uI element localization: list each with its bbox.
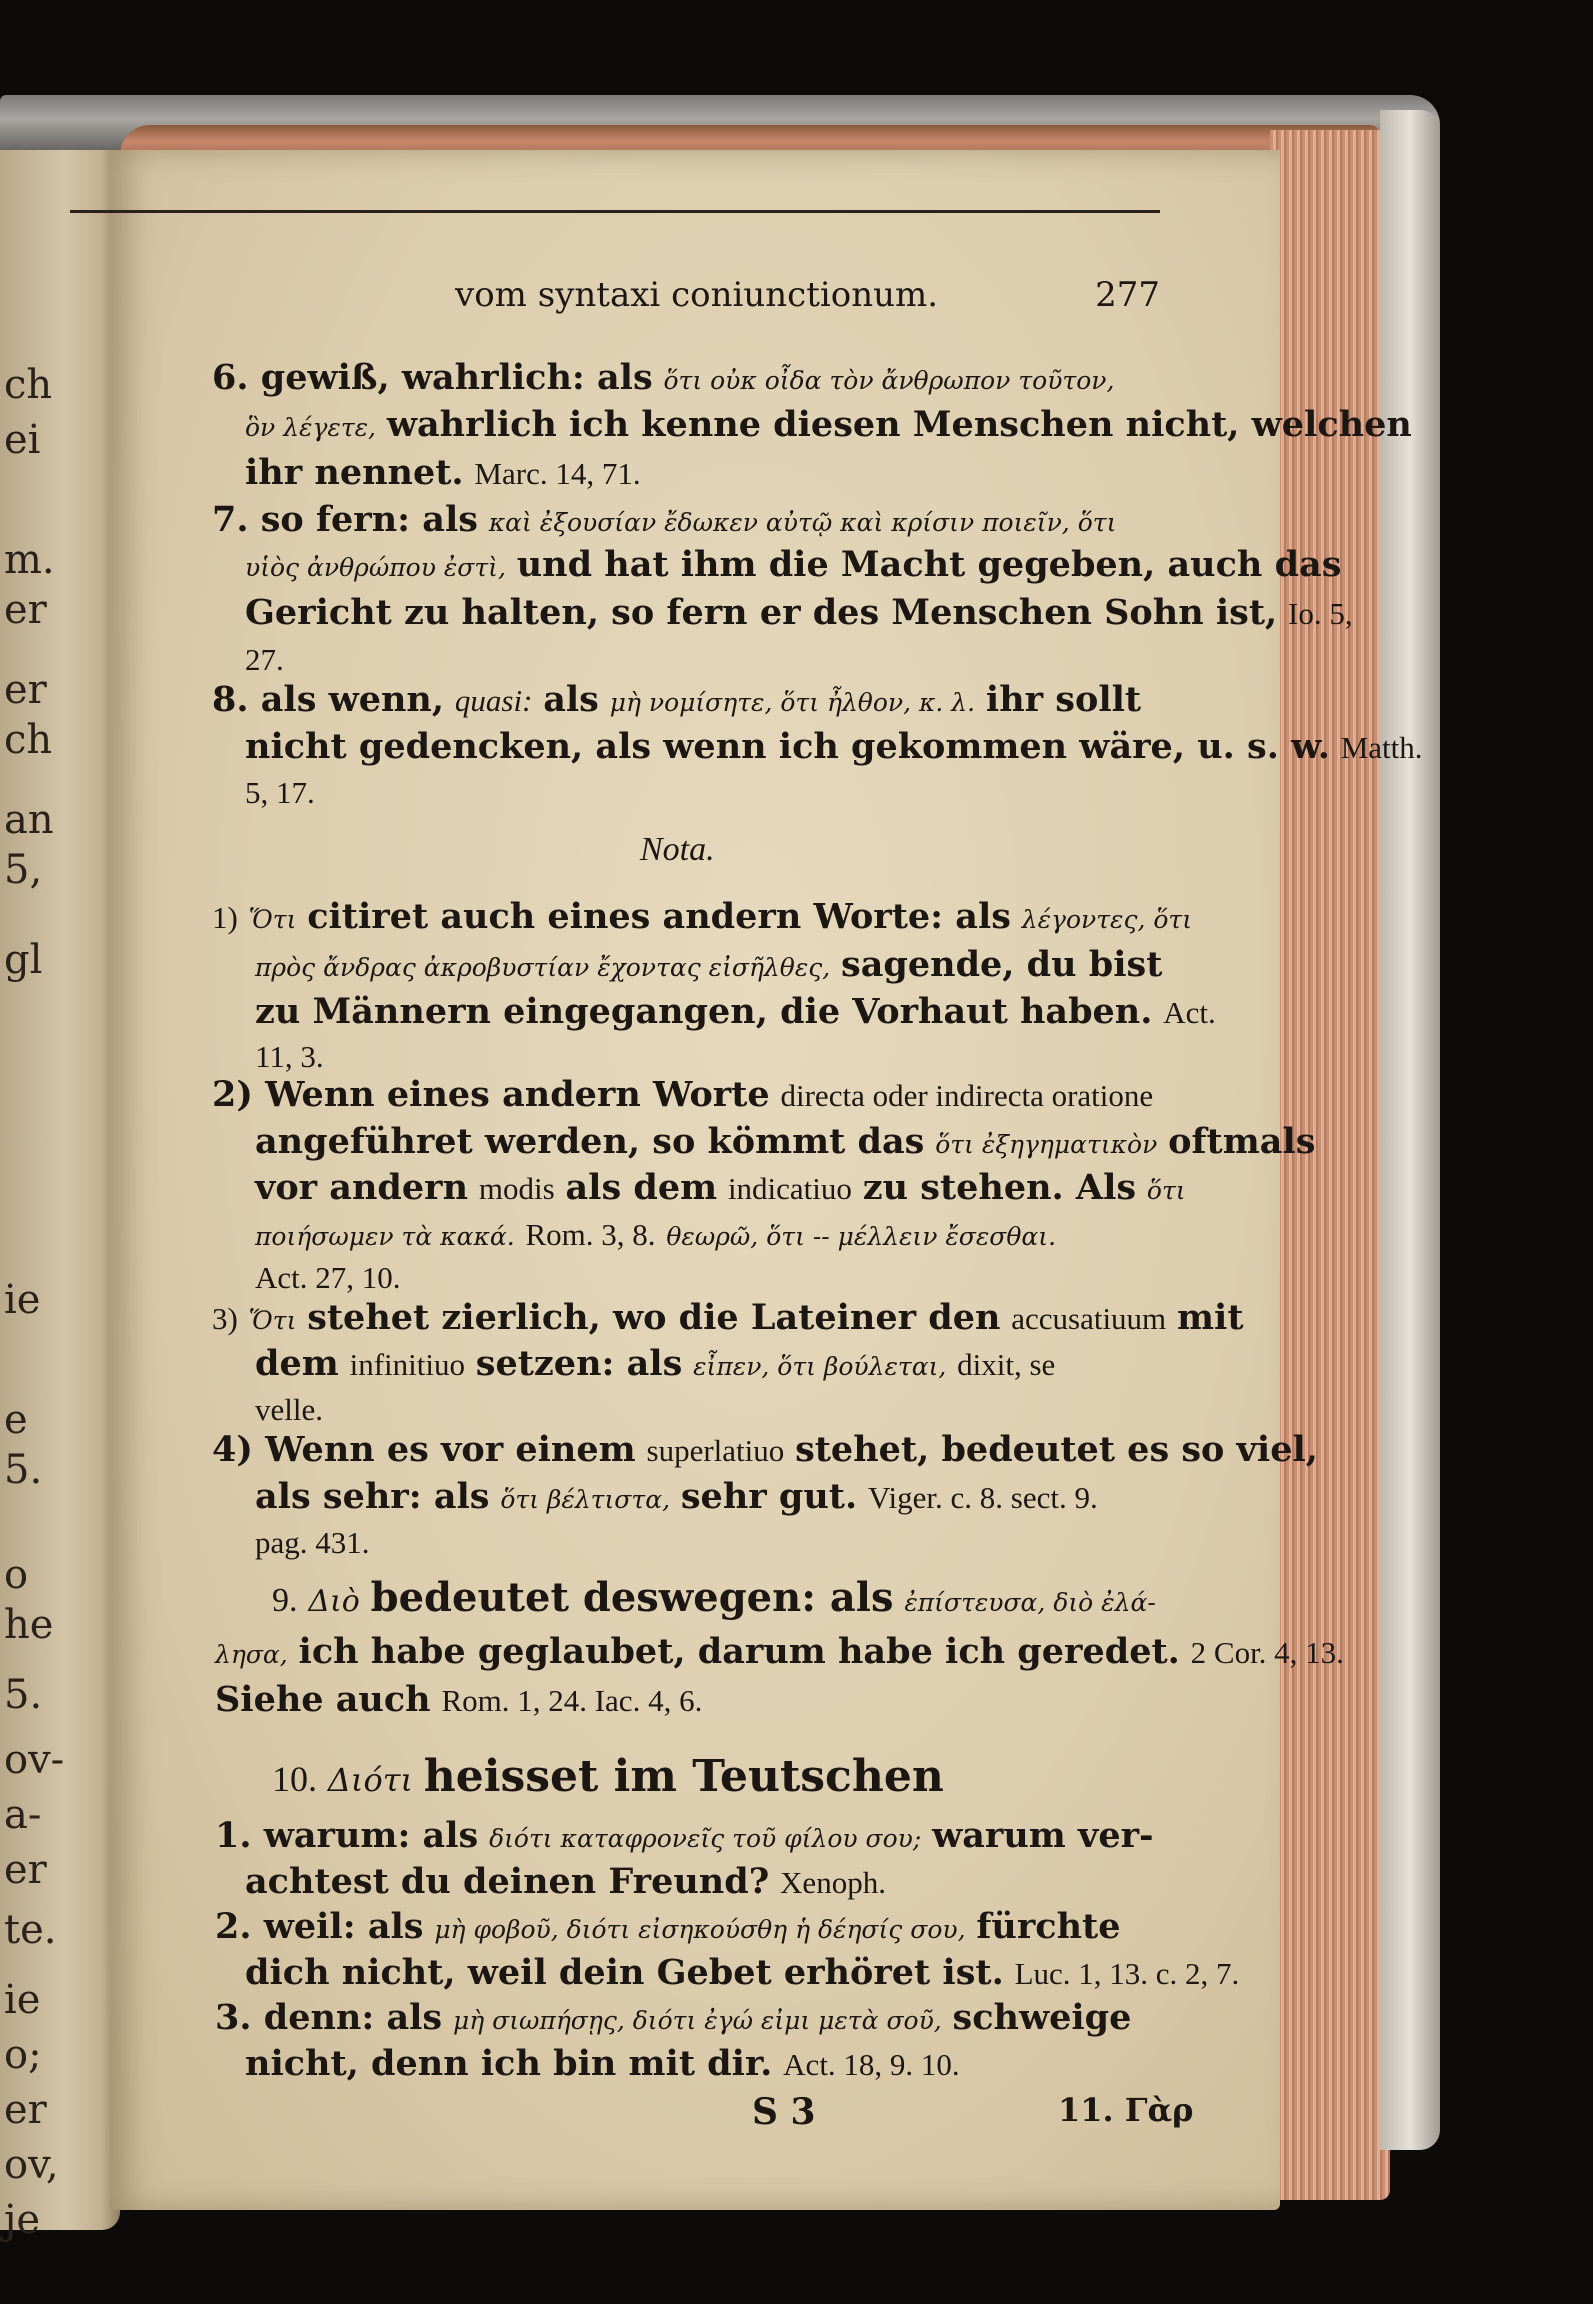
running-head: vom syntaxi coniunctionum. bbox=[455, 275, 939, 315]
note-3-line-1: 3) Ὅτι stehet zierlich, wo die Lateiner den accusatiuum mit bbox=[212, 1297, 1244, 1338]
left-margin-fragment: er bbox=[4, 587, 47, 633]
note-1-line-4: 11, 3. bbox=[255, 1039, 324, 1074]
signature-mark: S 3 bbox=[752, 2091, 816, 2133]
item-10-sense-1-line-1: 1. warum: als διότι καταφρονεῖς τοῦ φίλου σου; warum ver- bbox=[215, 1815, 1154, 1856]
page-number: 277 bbox=[1095, 275, 1160, 315]
left-margin-fragment: he bbox=[4, 1602, 54, 1648]
item-7-line-1: 7. so fern: als καὶ ἐξουσίαν ἔδωκεν αὐτῷ καὶ κρίσιν ποιεῖν, ὅτι bbox=[212, 499, 1117, 540]
left-margin-fragment: o bbox=[4, 1552, 29, 1598]
note-2-line-5: Act. 27, 10. bbox=[255, 1260, 401, 1295]
left-margin-fragment: ei bbox=[4, 417, 41, 463]
left-margin-fragment: te. bbox=[4, 1907, 57, 1953]
item-10-sense-3-line-2: nicht, denn ich bin mit dir. Act. 18, 9. 10. bbox=[245, 2043, 960, 2084]
left-margin-fragment: ov, bbox=[4, 2142, 59, 2188]
left-margin-fragment: er bbox=[4, 1847, 47, 1893]
note-2-line-1: 2) Wenn eines andern Worte directa oder indirecta oratione bbox=[212, 1074, 1154, 1115]
header bbox=[140, 275, 1180, 325]
left-margin-fragment: gl bbox=[4, 937, 43, 983]
note-4-line-1: 4) Wenn es vor einem superlatiuo stehet, bedeutet es so viel, bbox=[212, 1429, 1318, 1470]
left-margin-fragment: ov- bbox=[4, 1737, 65, 1783]
note-4-line-2: als sehr: als ὅτι βέλτιστα, sehr gut. Viger. c. 8. sect. 9. bbox=[255, 1476, 1098, 1517]
left-margin-fragment: o; bbox=[4, 2032, 42, 2078]
item-8-line-3: 5, 17. bbox=[245, 775, 315, 810]
item-10-sense-2-line-2: dich nicht, weil dein Gebet erhöret ist. Luc. 1, 13. c. 2, 7. bbox=[245, 1952, 1240, 1993]
item-6-line-3: ihr nennet. Marc. 14, 71. bbox=[245, 452, 641, 493]
note-4-line-3: pag. 431. bbox=[255, 1525, 370, 1560]
item-8-line-2: nicht gedencken, als wenn ich gekommen wäre, u. s. w. Matth. bbox=[245, 726, 1423, 767]
item-9-line-1: 9. Διὸ bedeutet deswegen: als ἐπίστευσα, διὸ ἐλά- bbox=[272, 1574, 1156, 1621]
item-7-line-3: Gericht zu halten, so fern er des Menschen Sohn ist, Io. 5, bbox=[245, 592, 1353, 633]
left-margin-fragment: a- bbox=[4, 1792, 42, 1838]
left-margin-fragment: 5. bbox=[4, 1447, 43, 1493]
note-2-line-2: angeführet werden, so kömmt das ὅτι ἐξηγηματικὸν oftmals bbox=[255, 1121, 1316, 1162]
item-7-line-4: 27. bbox=[245, 642, 284, 677]
item-8-line-1: 8. als wenn, quasi: als μὴ νομίσητε, ὅτι ἦλθον, κ. λ. ihr sollt bbox=[212, 679, 1142, 720]
item-6-line-1: 6. gewiß, wahrlich: als ὅτι οὐκ οἶδα τὸν ἄνθρωπον τοῦτον, bbox=[212, 357, 1115, 398]
item-7-line-2: υἱὸς ἀνθρώπου ἐστὶ, und hat ihm die Macht gegeben, auch das bbox=[245, 544, 1342, 585]
left-margin-fragment: 5. bbox=[4, 1672, 43, 1718]
item-10-sense-1-line-2: achtest du deinen Freund? Xenoph. bbox=[245, 1861, 886, 1902]
left-page-fragment bbox=[0, 150, 120, 2243]
item-6-line-2: ὃν λέγετε, wahrlich ich kenne diesen Menschen nicht, welchen bbox=[245, 404, 1412, 445]
left-margin-fragment: je bbox=[4, 2197, 41, 2243]
header-rule bbox=[70, 210, 1160, 213]
left-margin-fragment: er bbox=[4, 667, 47, 713]
left-margin-fragment: ch bbox=[4, 362, 53, 408]
left-margin-fragment: an bbox=[4, 797, 54, 843]
note-3-line-2: dem infinitiuo setzen: als εἶπεν, ὅτι βούλεται, dixit, se bbox=[255, 1343, 1056, 1384]
note-3-line-3: velle. bbox=[255, 1392, 323, 1427]
item-10-sense-2-line-1: 2. weil: als μὴ φοβοῦ, διότι εἰσηκούσθη ἡ δέησίς σου, fürchte bbox=[215, 1906, 1121, 1947]
left-margin-fragment: ch bbox=[4, 717, 53, 763]
item-10-sense-3-line-1: 3. denn: als μὴ σιωπήσῃς, διότι ἐγώ εἰμι μετὰ σοῦ, schweige bbox=[215, 1997, 1132, 2038]
catchword: 11. Γὰρ bbox=[1058, 2091, 1194, 2129]
left-margin-fragment: 5, bbox=[4, 847, 43, 893]
nota-heading: Nota. bbox=[640, 831, 715, 868]
left-margin-fragment: m. bbox=[4, 537, 55, 583]
left-margin-fragment: ie bbox=[4, 1977, 41, 2023]
item-9-line-2: λησα, ich habe geglaubet, darum habe ich geredet. 2 Cor. 4, 13. bbox=[215, 1631, 1344, 1672]
left-margin-fragment: ie bbox=[4, 1277, 41, 1323]
note-1-line-2: πρὸς ἄνδρας ἀκροβυστίαν ἔχοντας εἰσῆλθες, sagende, du bist bbox=[255, 944, 1163, 985]
note-1-line-1: 1) Ὅτι citiret auch eines andern Worte: als λέγοντες, ὅτι bbox=[212, 896, 1193, 937]
left-margin-fragment: er bbox=[4, 2087, 47, 2133]
note-2-line-4: ποιήσωμεν τὰ κακά. Rom. 3, 8. θεωρῶ, ὅτι -- μέλλειν ἔσεσθαι. bbox=[255, 1217, 1057, 1252]
left-margin-fragment: e bbox=[4, 1397, 28, 1443]
item-9-line-3: Siehe auch Rom. 1, 24. Iac. 4, 6. bbox=[215, 1679, 703, 1720]
note-2-line-3: vor andern modis als dem indicatiuo zu stehen. Als ὅτι bbox=[255, 1167, 1186, 1208]
item-10-heading: 10. Διότι heisset im Teutschen bbox=[272, 1751, 944, 1802]
note-1-line-3: zu Männern eingegangen, die Vorhaut haben. Act. bbox=[255, 991, 1216, 1032]
